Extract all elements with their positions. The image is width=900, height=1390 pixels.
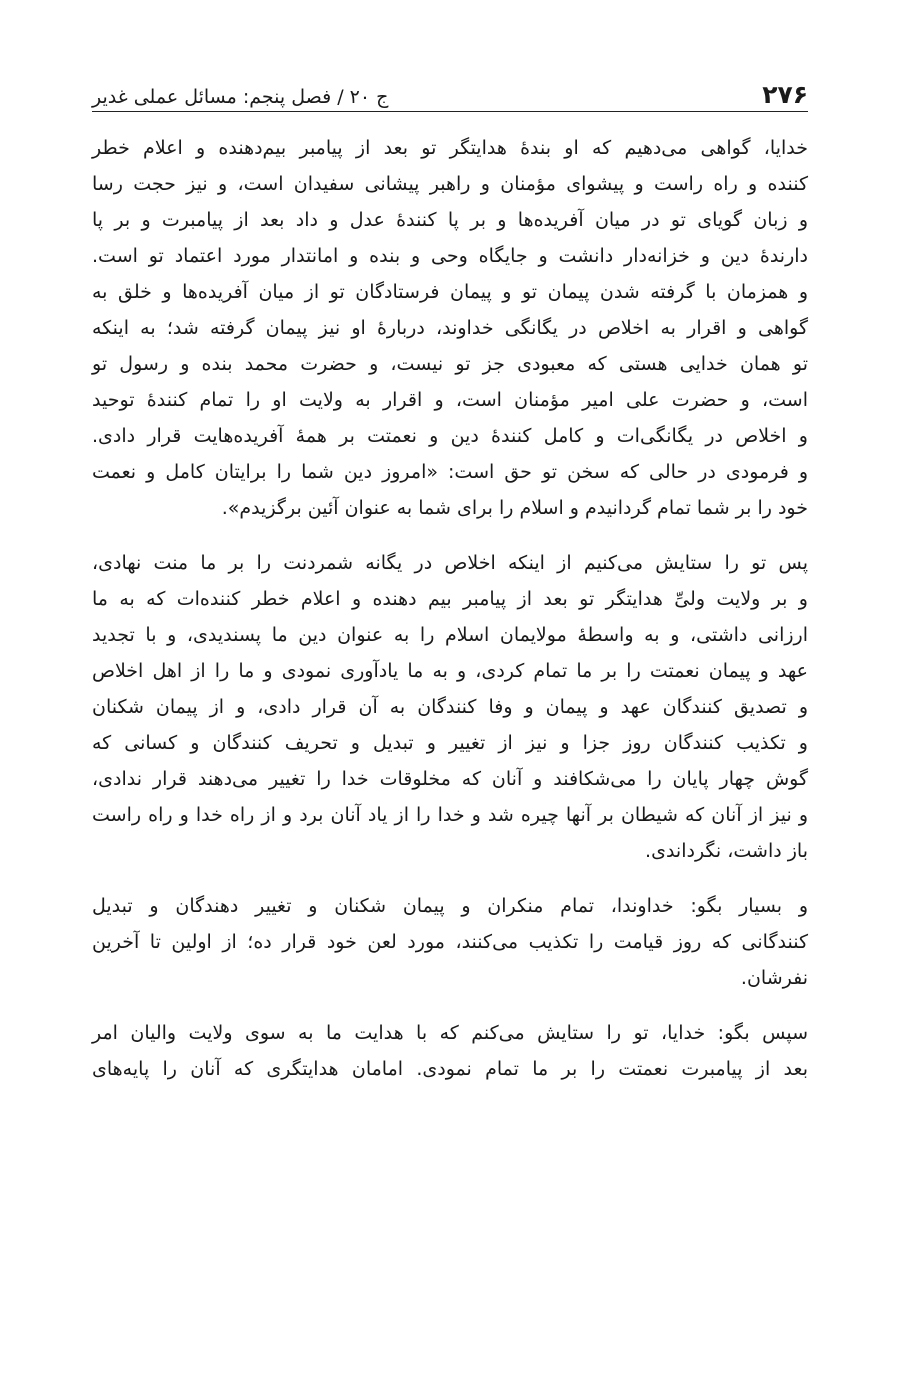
page-header [92, 56, 808, 112]
text-line: و زبان گویای تو در میان آفریده‌ها و بر پا کنندهٔ عدل و داد بعد از پیامبرت و بر پا [92, 209, 808, 231]
text-line: کننده و راه راست و پیشوای مؤمنان و راهبر پیشانی سفیدان است، و نیز حجت رسا [92, 173, 808, 195]
running-title: ج ۲۰ / فصل پنجم: مسائل عملی غدیر [92, 86, 389, 108]
text-line: گواهی و اقرار به اخلاص در یگانگی خداوند، دربارهٔ او نیز پیمان گرفته شد؛ به اینکه [92, 317, 808, 339]
paragraph [92, 545, 808, 869]
text-line: دارندهٔ دین و خزانه‌دار دانشت و جایگاه وحی و بنده و امانتدار مورد اعتماد تو است. [92, 245, 808, 267]
text-line: تو همان خدایی هستی که معبودی جز تو نیست، و حضرت محمد بنده و رسول تو [92, 353, 808, 375]
text-line: و بسیار بگو: خداوندا، تمام منکران و پیمان شکنان و تغییر دهندگان و تبدیل [92, 895, 808, 917]
text-line: پس تو را ستایش می‌کنیم از اینکه اخلاص در یگانه شمردنت را بر ما منت نهادی، [92, 552, 808, 574]
paragraph [92, 130, 808, 526]
paragraph [92, 1015, 808, 1087]
text-line: و فرمودی در حالی که سخن تو حق است: «امروز دین شما را برایتان کامل و نعمت [92, 461, 808, 483]
text-line: و نیز از آنان که شیطان بر آنها چیره شد و خدا را از یاد آنان برد و از راه خدا و راه راست [92, 804, 808, 826]
text-line: و تکذیب کنندگان روز جزا و نیز از تغییر و تبدیل و تحریف کنندگان و کسانی که [92, 732, 808, 754]
text-line: است، و حضرت علی امیر مؤمنان است، و اقرار به ولایت او را تمام کنندهٔ توحید [92, 389, 808, 411]
text-line: نفرشان. [740, 967, 808, 989]
paragraph [92, 888, 808, 996]
text-line: و اخلاص در یگانگی‌ات و کامل کنندهٔ دین و نعمتت بر همهٔ آفریده‌هایت قرار دادی. [92, 425, 808, 447]
text-line: و بر ولایت ولیِّ هدایتگر تو بعد از پیامبر بیم دهنده و اعلام خطر کننده‌ات که به ما [92, 588, 808, 610]
text-line: و همزمان با گرفته شدن پیمان تو و پیمان فرستادگان تو از میان آفریده‌ها و خلق به [92, 281, 808, 303]
text-line: خدایا، گواهی می‌دهیم که او بندهٔ هدایتگر تو بعد از پیامبر بیم‌دهنده و اعلام خطر [92, 137, 808, 159]
text-line: خود را بر شما تمام گردانیدم و اسلام را برای شما به عنوان آئین برگزیدم». [221, 497, 808, 519]
text-line: عهد و پیمان نعمتت را بر ما تمام کردی، و به ما یادآوری نمودی و ما را از اهل اخلاص [92, 660, 808, 682]
text-line: سپس بگو: خدایا، تو را ستایش می‌کنم که با هدایت ما به سوی ولایت والیان امر [92, 1022, 808, 1044]
text-line: ارزانی داشتی، و به واسطهٔ مولایمان اسلام را به عنوان دین ما پسندیدی، و با تجدید [92, 624, 808, 646]
text-line: باز داشت، نگرداندی. [645, 840, 808, 862]
page-number: ۲۷۶ [762, 80, 808, 109]
body-text [92, 130, 808, 1087]
text-line: گوش چهار پایان را می‌شکافند و آنان که مخلوقات خدا را تغییر می‌دهند قرار ندادی، [92, 768, 808, 790]
text-line: کنندگانی که روز قیامت را تکذیب می‌کنند، مورد لعن خود قرار ده؛ از اولین تا آخرین [92, 931, 808, 953]
text-line: و تصدیق کنندگان عهد و پیمان و وفا کنندگان به آن قرار دادی، و از پیمان شکنان [92, 696, 808, 718]
page [92, 56, 808, 1106]
text-line: بعد از پیامبرت نعمتت را بر ما تمام نمودی. امامان هدایتگری که آنان را پایه‌های [92, 1058, 808, 1080]
